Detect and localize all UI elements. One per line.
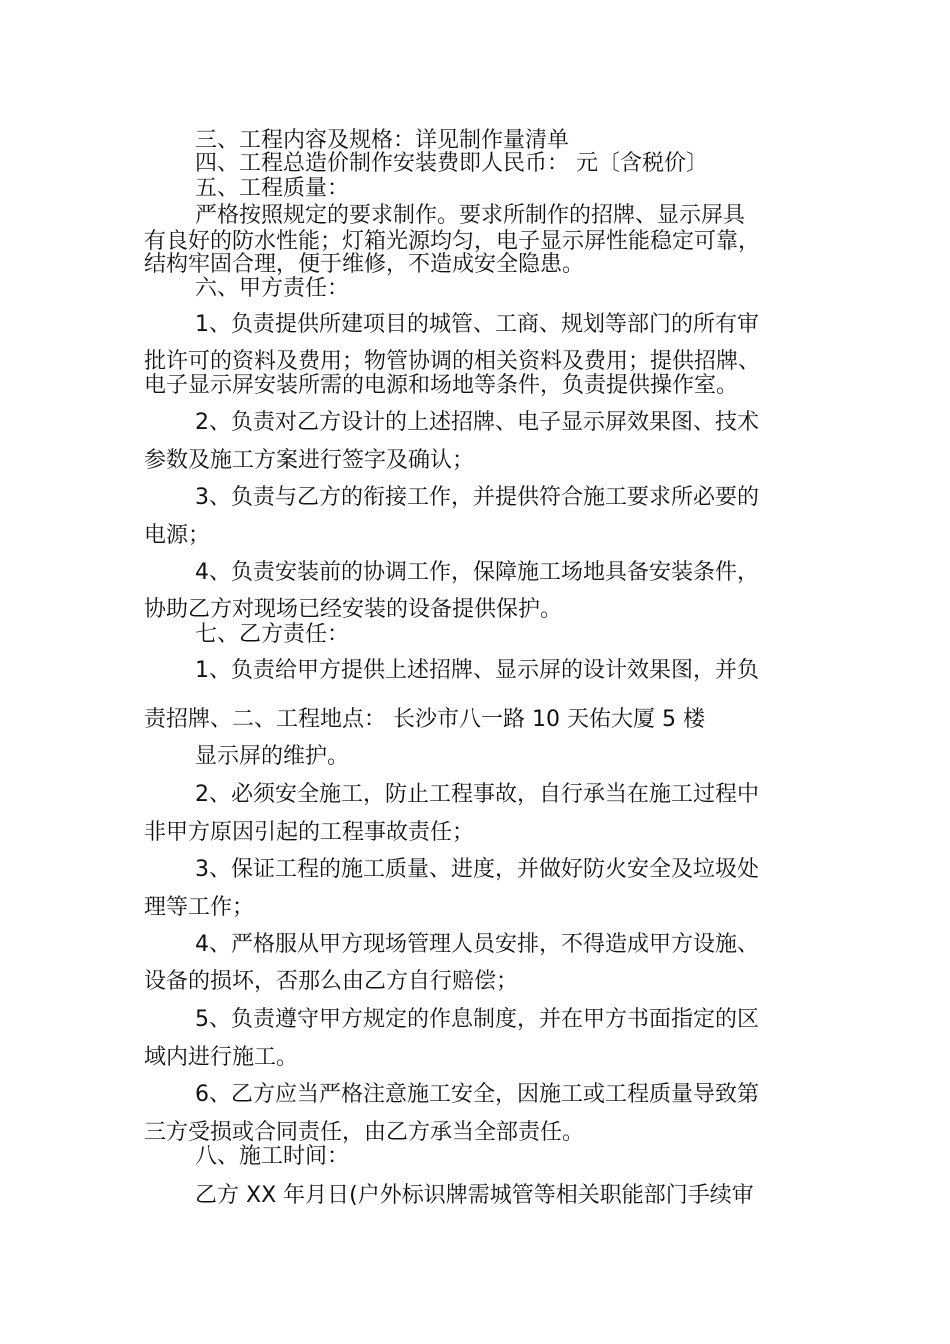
paragraph-line: 1、负责给甲方提供上述招牌、显示屏的设计效果图，并负 [195,658,759,683]
paragraph-line: 电源； [144,523,211,548]
paragraph-line: 结构牢固合理，便于维修，不造成安全隐患。 [144,252,585,277]
paragraph-line: 4、严格服从甲方现场管理人员安排，不得造成甲方设施、 [195,932,759,957]
paragraph-line: 1、负责提供所建项目的城管、工商、规划等部门的所有审 [195,312,759,337]
section-3-heading: 三、工程内容及规格：详见制作量清单 [195,128,570,153]
paragraph-line: 2、必须安全施工，防止工程事故，自行承当在施工过程中 [195,782,759,807]
section-8-heading: 八、施工时间： [195,1144,350,1169]
paragraph-line: 4、负责安装前的协调工作，保障施工场地具备安装条件， [195,560,759,585]
section-6-heading: 六、甲方责任： [195,276,350,301]
paragraph-line: 批许可的资料及费用；物管协调的相关资料及费用；提供招牌、 [144,349,761,374]
paragraph-line: 5、负责遵守甲方规定的作息制度，并在甲方书面指定的区 [195,1007,759,1032]
paragraph-line: 电子显示屏安装所需的电源和场地等条件，负责提供操作室。 [144,373,739,398]
paragraph-line: 3、保证工程的施工质量、进度，并做好防火安全及垃圾处 [195,857,759,882]
section-7-heading: 七、乙方责任： [195,622,350,647]
paragraph-line: 严格按照规定的要求制作。要求所制作的招牌、显示屏具 [195,203,746,228]
paragraph-line: 责招牌、二、工程地点： 长沙市八一路 10 天佑大厦 5 楼 [144,707,705,732]
paragraph-line: 参数及施工方案进行签字及确认； [144,448,475,473]
paragraph-line: 乙方 XX 年月日(户外标识牌需城管等相关职能部门手续审 [195,1183,754,1208]
paragraph-line: 显示屏的维护。 [195,744,350,769]
paragraph-line: 设备的损坏，否那么由乙方自行赔偿； [144,969,519,994]
paragraph-line: 三方受损或合同责任，由乙方承当全部责任。 [144,1120,585,1145]
paragraph-line: 非甲方原因引起的工程事故责任； [144,820,475,845]
paragraph-line: 理等工作； [144,895,255,920]
paragraph-line: 有良好的防水性能；灯箱光源均匀，电子显示屏性能稳定可靠， [144,229,761,254]
paragraph-line: 6、乙方应当严格注意施工安全，因施工或工程质量导致第 [195,1082,759,1107]
paragraph-line: 域内进行施工。 [144,1045,299,1070]
paragraph-line: 2、负责对乙方设计的上述招牌、电子显示屏效果图、技术 [195,410,759,435]
section-5-heading: 五、工程质量： [195,176,350,201]
section-4-heading: 四、工程总造价制作安装费即人民币： 元〔含税价〕 [195,151,708,176]
paragraph-line: 3、负责与乙方的衔接工作，并提供符合施工要求所必要的 [195,485,759,510]
paragraph-line: 协助乙方对现场已经安装的设备提供保护。 [144,597,563,622]
